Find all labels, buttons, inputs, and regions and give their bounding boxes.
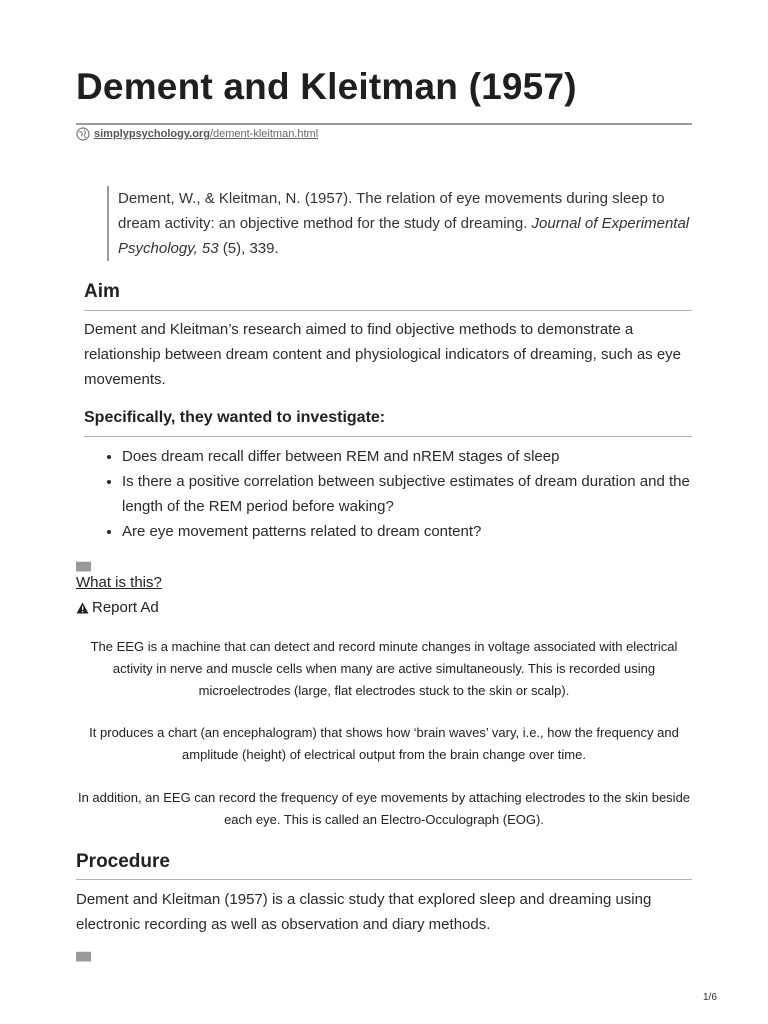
what-is-this-link[interactable]: What is this? xyxy=(76,574,162,591)
source-domain[interactable]: simplypsychology.org xyxy=(94,128,210,140)
aim-text: Dement and Kleitman’s research aimed to find objective methods to demonstrate a relationship between dream content and physiological indicators of dreaming, such as eye movements. xyxy=(84,321,682,388)
eeg-paragraph-1: The EEG is a machine that can detect and record minute changes in voltage associated with electrical activity in nerve and muscle cells when many are active simultaneously. This is recorded using microelectrodes (large, flat electrodes stuck to the skin or scalp). xyxy=(90,639,678,698)
title-divider xyxy=(76,123,692,125)
list-item: • Is there a positive correlation between subjective estimates of dream duration and the length of the REM period before waking? xyxy=(122,469,712,519)
warning-icon xyxy=(76,602,89,614)
investigate-list xyxy=(104,444,712,544)
investigate-divider xyxy=(84,436,692,437)
globe-icon xyxy=(76,127,90,141)
report-ad-label: Report Ad xyxy=(92,599,159,616)
aim-divider xyxy=(84,310,692,311)
list-item: • Are eye movement patterns related to dream content? xyxy=(122,519,712,544)
procedure-heading: Procedure xyxy=(76,851,170,872)
report-ad-button[interactable] xyxy=(76,599,159,616)
source-link[interactable] xyxy=(76,127,318,141)
source-path[interactable]: /dement-kleitman.html xyxy=(209,128,319,140)
investigate-heading: Specifically, they wanted to investigate: xyxy=(84,409,386,426)
page-number: 1/6 xyxy=(703,992,717,1003)
procedure-divider xyxy=(76,879,692,880)
aim-heading: Aim xyxy=(84,281,120,302)
eeg-paragraph-2: It produces a chart (an encephalogram) that shows how ‘brain waves’ vary, i.e., how the frequency and amplitude (height) of electrical output from the brain change over time. xyxy=(89,725,679,762)
citation-text: Dement, W., & Kleitman, N. (1957). The relation of eye movements during sleep to dream activity: an objective method for the study of dreaming. xyxy=(118,190,665,232)
citation-tail: (5), 339. xyxy=(218,240,279,257)
ad-badge: ███′ xyxy=(76,562,91,571)
ad-badge: ███′ xyxy=(76,952,91,961)
page-title: Dement and Kleitman (1957) xyxy=(76,66,577,107)
list-item: • Does dream recall differ between REM and nREM stages of sleep xyxy=(122,444,712,469)
citation-journal: Journal of Experimental Psychology, 53 xyxy=(118,215,690,257)
procedure-text: Dement and Kleitman (1957) is a classic study that explored sleep and dreaming using electronic recording as well as observation and diary methods. xyxy=(76,891,652,933)
citation-blockquote xyxy=(107,186,703,261)
eeg-paragraph-3: In addition, an EEG can record the frequency of eye movements by attaching electrodes to the skin beside each eye. This is called an Electro-Occulograph (EOG). xyxy=(77,790,691,827)
